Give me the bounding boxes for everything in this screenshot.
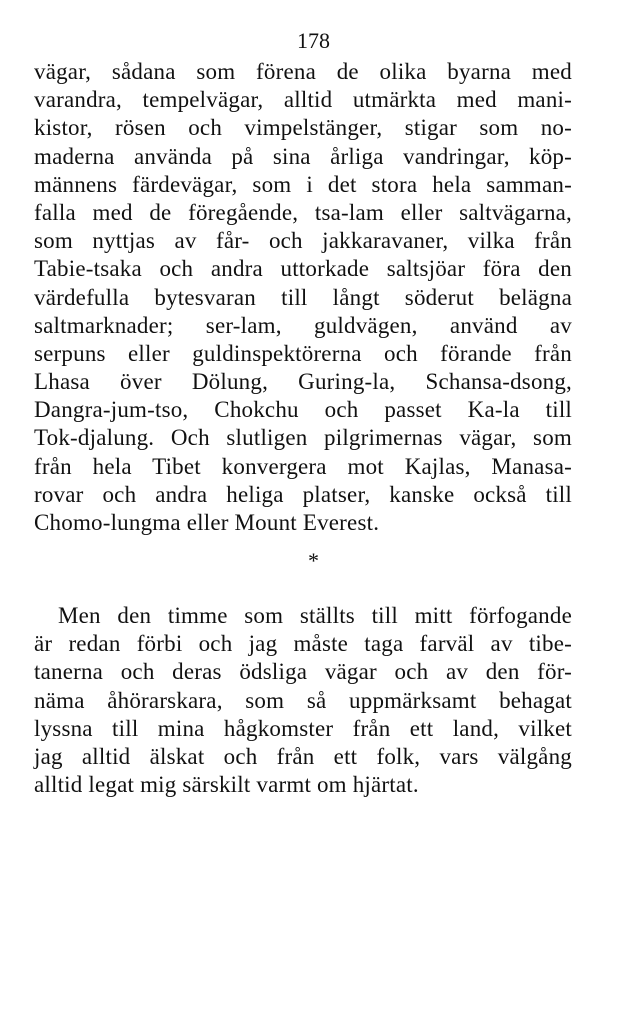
text-line: männens färdevägar, som i det stora hela samman-: [34, 171, 572, 197]
paragraph-2: [34, 602, 572, 799]
section-separator: *: [308, 548, 319, 573]
text-line: maderna använda på sina årliga vandringar, köp-: [34, 143, 572, 169]
text-line: serpuns eller guldinspektörerna och förande från: [34, 340, 572, 366]
text-line: Dangra-jum-tso, Chokchu och passet Ka-la till: [34, 397, 572, 423]
text-line: är redan förbi och jag måste taga farväl av tibe-: [34, 631, 572, 657]
text-line: lyssna till mina hågkomster från ett land, vilket: [34, 715, 572, 741]
text-line: som nyttjas av får- och jakkaravaner, vilka från: [34, 228, 572, 254]
text-line: från hela Tibet konvergera mot Kajlas, Manasa-: [34, 453, 572, 479]
text-line: falla med de föregående, tsa-lam eller saltvägarna,: [34, 199, 572, 225]
text-line: vägar, sådana som förena de olika byarna med: [34, 59, 572, 84]
text-line: tanerna och deras ödsliga vägar och av den för-: [34, 659, 572, 685]
text-line: jag alltid älskat och från ett folk, vars välgång: [34, 743, 572, 769]
text-line: rovar och andra heliga platser, kanske också till: [34, 481, 572, 507]
page-number: 178: [297, 28, 330, 53]
text-line: kistor, rösen och vimpelstänger, stigar som no-: [34, 115, 572, 141]
text-line: varandra, tempelvägar, alltid utmärkta med mani-: [34, 87, 572, 113]
text-line: Tok-djalung. Och slutligen pilgrimernas vägar, som: [34, 425, 572, 451]
text-line: Lhasa över Dölung, Guring-la, Schansa-dsong,: [34, 369, 572, 395]
text-line: alltid legat mig särskilt varmt om hjärtat.: [34, 772, 419, 798]
text-line: värdefulla bytesvaran till långt söderut belägna: [34, 284, 572, 310]
text-line: Tabie-tsaka och andra uttorkade saltsjöar föra den: [34, 256, 572, 282]
paragraph-1: [34, 58, 572, 537]
text-line: Chomo-lungma eller Mount Everest.: [34, 510, 380, 535]
text-line: saltmarknader; ser-lam, guldvägen, använd av: [34, 312, 572, 338]
text-line: Men den timme som ställts till mitt förfogande: [58, 603, 572, 628]
text-line: näma åhörarskara, som så uppmärksamt behagat: [34, 687, 572, 713]
